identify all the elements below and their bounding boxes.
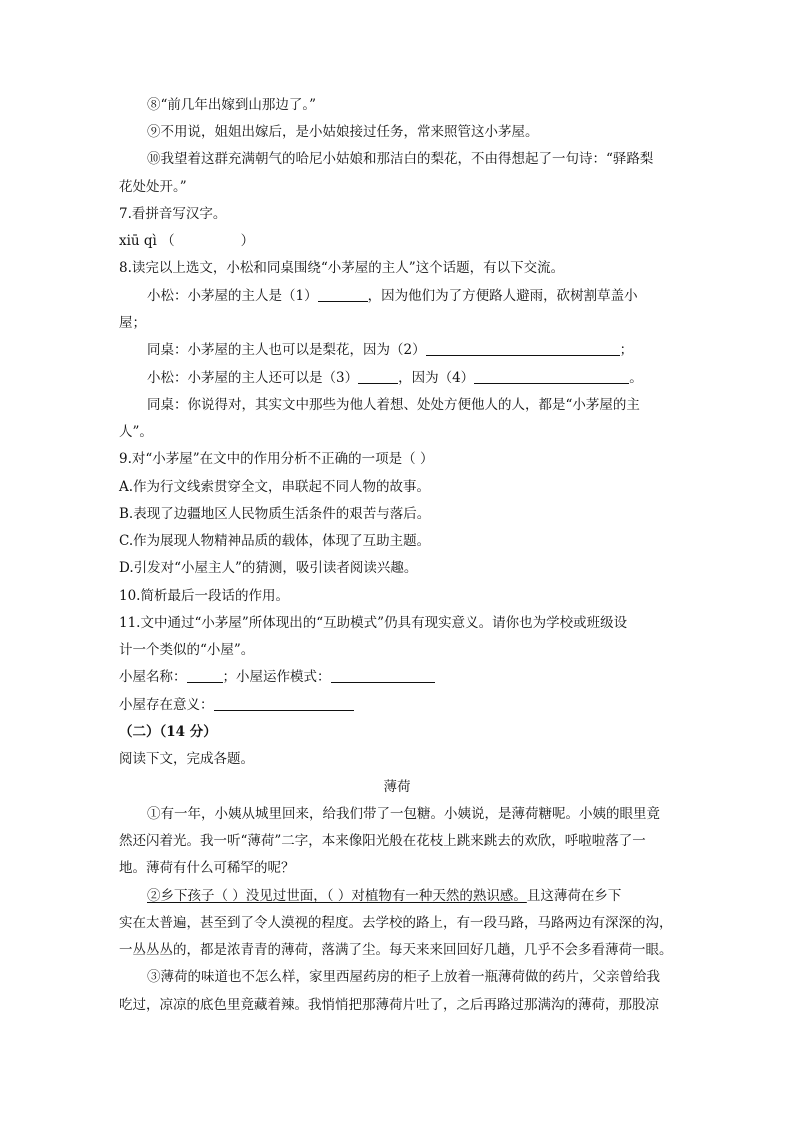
dialog-4-cont: 人”。 (119, 424, 153, 440)
question-7-pinyin (119, 232, 254, 250)
dialog-3-start: 小松：小茅屋的主人还可以是（3） (147, 370, 359, 386)
answer-blank-4[interactable] (474, 369, 629, 384)
passage-p2-rest: 且这薄荷在乡下 (526, 888, 622, 904)
passage-p2-line1 (147, 887, 621, 905)
hut-name-blank[interactable] (187, 668, 223, 683)
option-a: A.作为行文线索贯穿全文，串联起不同人物的故事。 (119, 479, 431, 495)
passage-p3-line2: 吃过，凉凉的底色里竟藏着辣。我悄悄把那薄荷片吐了，之后再路过那满沟的薄荷，那股凉 (119, 997, 659, 1013)
section-2-heading: （二）（14 分） (119, 724, 217, 740)
answer-blank-3[interactable] (358, 369, 398, 384)
hut-mode-blank[interactable] (331, 668, 435, 683)
option-c: C.作为展现人物精神品质的载体，体现了互助主题。 (119, 533, 431, 549)
dialog-2-end: ； (619, 342, 634, 358)
question-11-line1: 11.文中通过“小茅屋”所体现出的“互助模式”仍具有现实意义。请你也为学校或班级设 (119, 615, 628, 631)
question-7: 7.看拼音写汉字。 (119, 206, 227, 222)
hut-name-row (119, 668, 435, 686)
answer-blank-1[interactable] (318, 287, 368, 302)
dialog-1 (147, 287, 638, 305)
passage-p1-line1: ①有一年，小姨从城里回来，给我们带了一包糖。小姨说，是薄荷糖呢。小姨的眼里竟 (147, 806, 660, 822)
dialog-3 (147, 369, 643, 387)
dialog-2 (147, 341, 633, 359)
dialog-4: 同桌：你说得对，其实文中那些为他人着想、处处方便他人的人，都是“小茅屋的主 (147, 397, 640, 413)
dialog-1-cont: 屋； (119, 315, 146, 331)
dialog-1-start: 小松：小茅屋的主人是（1） (147, 288, 318, 304)
question-10: 10.简析最后一段话的作用。 (119, 588, 289, 604)
dialog-3-mid: ，因为（4） (398, 370, 475, 386)
dialog-2-start: 同桌：小茅屋的主人也可以是梨花，因为（2） (147, 342, 426, 358)
passage-p2-underlined: ②乡下孩子（ ）没见过世面，（ ）对植物有一种天然的熟识感。 (147, 888, 527, 904)
para-10-line2: 花处处开。” (119, 179, 187, 195)
dialog-1-end: ，因为他们为了方便路人避雨，砍树割草盖小 (367, 288, 638, 304)
dialog-3-end: 。 (629, 370, 643, 386)
hut-meaning-row (119, 696, 354, 714)
option-d: D.引发对“小屋主人”的猜测，吸引读者阅读兴趣。 (119, 560, 418, 576)
passage-p2-line3: 一丛丛丛的，都是浓青青的薄荷，落满了尘。每天来来回回好几趟，几乎不会多看薄荷一眼。 (119, 942, 673, 958)
option-b: B.表现了边疆地区人民物质生活条件的艰苦与落后。 (119, 506, 431, 522)
pinyin-close: ） (240, 233, 255, 249)
hut-mode-label: ；小屋运作模式： (222, 669, 331, 685)
pinyin-text: xiū qì （ (119, 233, 175, 249)
section-2-instruction: 阅读下文，完成各题。 (119, 751, 254, 767)
passage-title: 薄荷 (383, 779, 411, 795)
para-8: ⑧“前几年出嫁到山那边了。” (147, 97, 317, 113)
passage-p1-line2: 然还闪着光。我一听“薄荷”二字，本来像阳光般在花枝上跳来跳去的欢欣，呼啦啦落了一 (119, 833, 646, 849)
question-9: 9.对“小茅屋”在文中的作用分析不正确的一项是（ ） (119, 451, 434, 467)
hut-meaning-label: 小屋存在意义： (119, 697, 214, 713)
para-10-line1: ⑩我望着这群充满朝气的哈尼小姑娘和那洁白的梨花，不由得想起了一句诗：“驿路梨 (147, 151, 654, 167)
hut-name-label: 小屋名称： (119, 669, 187, 685)
passage-p2-line2: 实在太普遍，甚至到了令人漠视的程度。去学校的路上，有一段马路，马路两边有深深的沟， (119, 915, 673, 931)
passage-p3-line1: ③薄荷的味道也不怎么样，家里西屋药房的柜子上放着一瓶薄荷做的药片，父亲曾给我 (147, 969, 660, 985)
hut-meaning-blank[interactable] (214, 696, 354, 711)
answer-blank-2[interactable] (426, 341, 620, 356)
question-11-line2: 计一个类似的“小屋”。 (119, 642, 255, 658)
question-8: 8.读完以上选文，小松和同桌围绕“小茅屋的主人”这个话题，有以下交流。 (119, 260, 565, 276)
para-9: ⑨不用说，姐姐出嫁后，是小姑娘接过任务，常来照管这小茅屋。 (147, 124, 539, 140)
passage-p1-line3: 地。薄荷有什么可稀罕的呢？ (119, 860, 295, 876)
